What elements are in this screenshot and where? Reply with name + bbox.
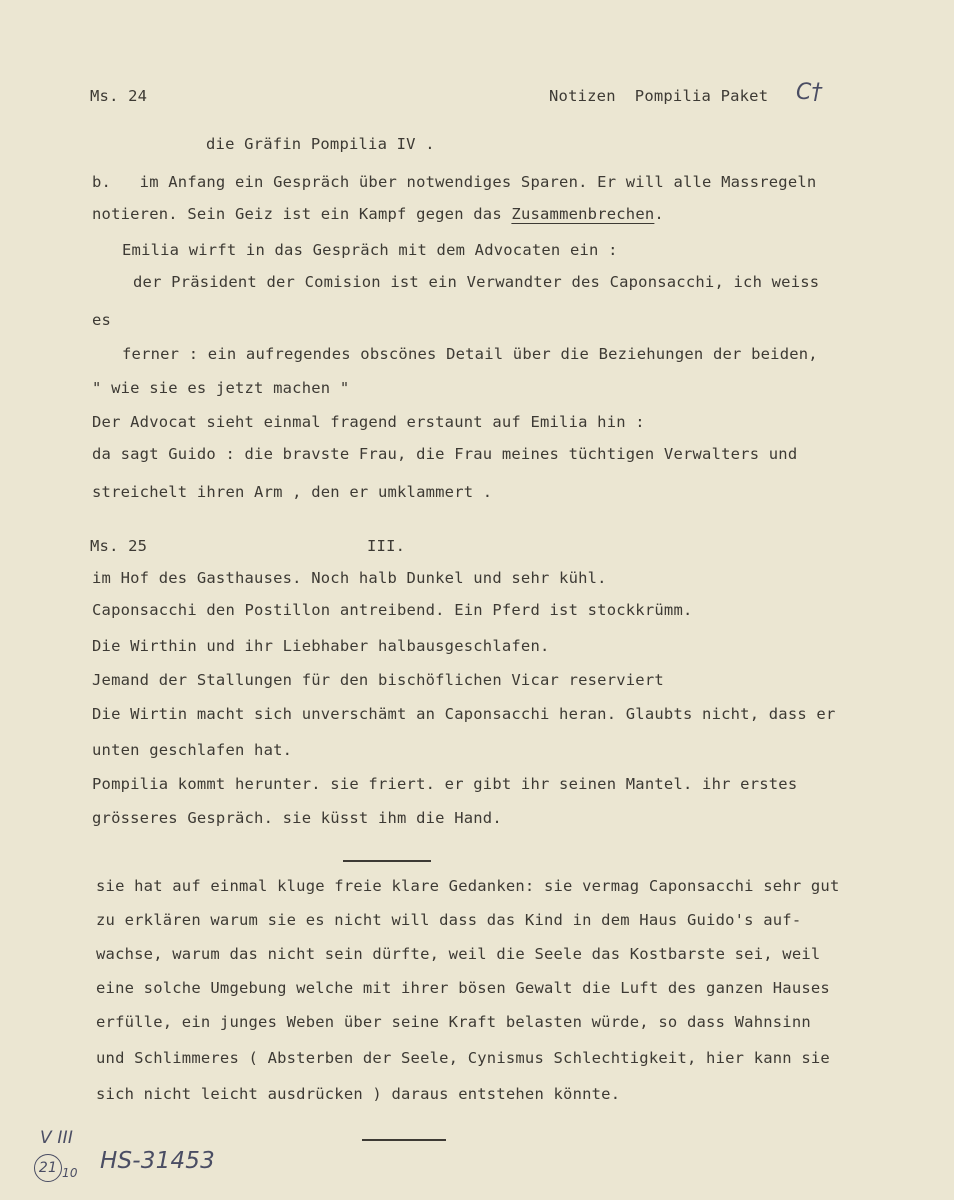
underlined-word: Zusammenbrechen: [511, 205, 655, 223]
text-line: streichelt ihren Arm , den er umklammert .: [92, 483, 493, 501]
section-title: die Gräfin Pompilia IV .: [206, 135, 435, 153]
text-line: es: [92, 311, 112, 329]
ms-number-24: Ms. 24: [90, 87, 148, 105]
text-line: und Schlimmeres ( Absterben der Seele, Cynismus Schlechtigkeit, hier kann sie: [96, 1049, 830, 1067]
text-line: Jemand der Stallungen für den bischöflichen Vicar reserviert: [92, 671, 664, 689]
text-line: grösseres Gespräch. sie küsst ihm die Hand.: [92, 809, 502, 827]
text-line: zu erklären warum sie es nicht will dass das Kind in dem Haus Guido's auf-: [96, 911, 802, 929]
text-line: sich nicht leicht ausdrücken ) daraus entstehen könnte.: [96, 1085, 621, 1103]
text-line: der Präsident der Comision ist ein Verwandter des Caponsacchi, ich weiss: [133, 273, 820, 291]
text-line: im Hof des Gasthauses. Noch halb Dunkel und sehr kühl.: [92, 569, 607, 587]
text-line: Pompilia kommt herunter. sie friert. er gibt ihr seinen Mantel. ihr erstes: [92, 775, 798, 793]
archive-volume-mark: V III: [40, 1128, 74, 1148]
text-line: Emilia wirft in das Gespräch mit dem Advocaten ein :: [122, 241, 618, 259]
archive-sub-number: 10: [62, 1166, 78, 1180]
section-numeral: III.: [367, 537, 406, 555]
text-line: Die Wirthin und ihr Liebhaber halbausgeschlafen.: [92, 637, 550, 655]
header-title: Notizen Pompilia Paket: [549, 87, 769, 105]
text-line: " wie sie es jetzt machen ": [92, 379, 350, 397]
text-line: wachse, warum das nicht sein dürfte, weil die Seele das Kostbarste sei, weil: [96, 945, 821, 963]
text-line: Die Wirtin macht sich unverschämt an Caponsacchi heran. Glaubts nicht, dass er: [92, 705, 836, 723]
archive-number-circle: [34, 1154, 62, 1182]
section-divider: [343, 860, 431, 862]
section-divider: [362, 1139, 446, 1141]
text-line: Caponsacchi den Postillon antreibend. Ein Pferd ist stockkrümm.: [92, 601, 693, 619]
text-line: unten geschlafen hat.: [92, 741, 293, 759]
text-line: eine solche Umgebung welche mit ihrer bösen Gewalt die Luft des ganzen Hauses: [96, 979, 830, 997]
text-line: erfülle, ein junges Weben über seine Kraft belasten würde, so dass Wahnsinn: [96, 1013, 811, 1031]
archive-signature: HS-31453: [100, 1148, 215, 1174]
text-line: ferner : ein aufregendes obscönes Detail über die Beziehungen der beiden,: [122, 345, 818, 363]
ms-number-25: Ms. 25: [90, 537, 148, 555]
text-span: .: [654, 205, 664, 223]
text-line: b. im Anfang ein Gespräch über notwendiges Sparen. Er will alle Massregeln: [92, 173, 817, 191]
text-line: sie hat auf einmal kluge freie klare Gedanken: sie vermag Caponsacchi sehr gut: [96, 877, 840, 895]
pen-mark: C†: [796, 80, 823, 105]
text-line: da sagt Guido : die bravste Frau, die Frau meines tüchtigen Verwalters und: [92, 445, 798, 463]
text-line: Der Advocat sieht einmal fragend erstaunt auf Emilia hin :: [92, 413, 645, 431]
archive-number: 21: [38, 1160, 58, 1176]
text-span: notieren. Sein Geiz ist ein Kampf gegen das: [92, 205, 512, 223]
text-line: [92, 204, 664, 224]
